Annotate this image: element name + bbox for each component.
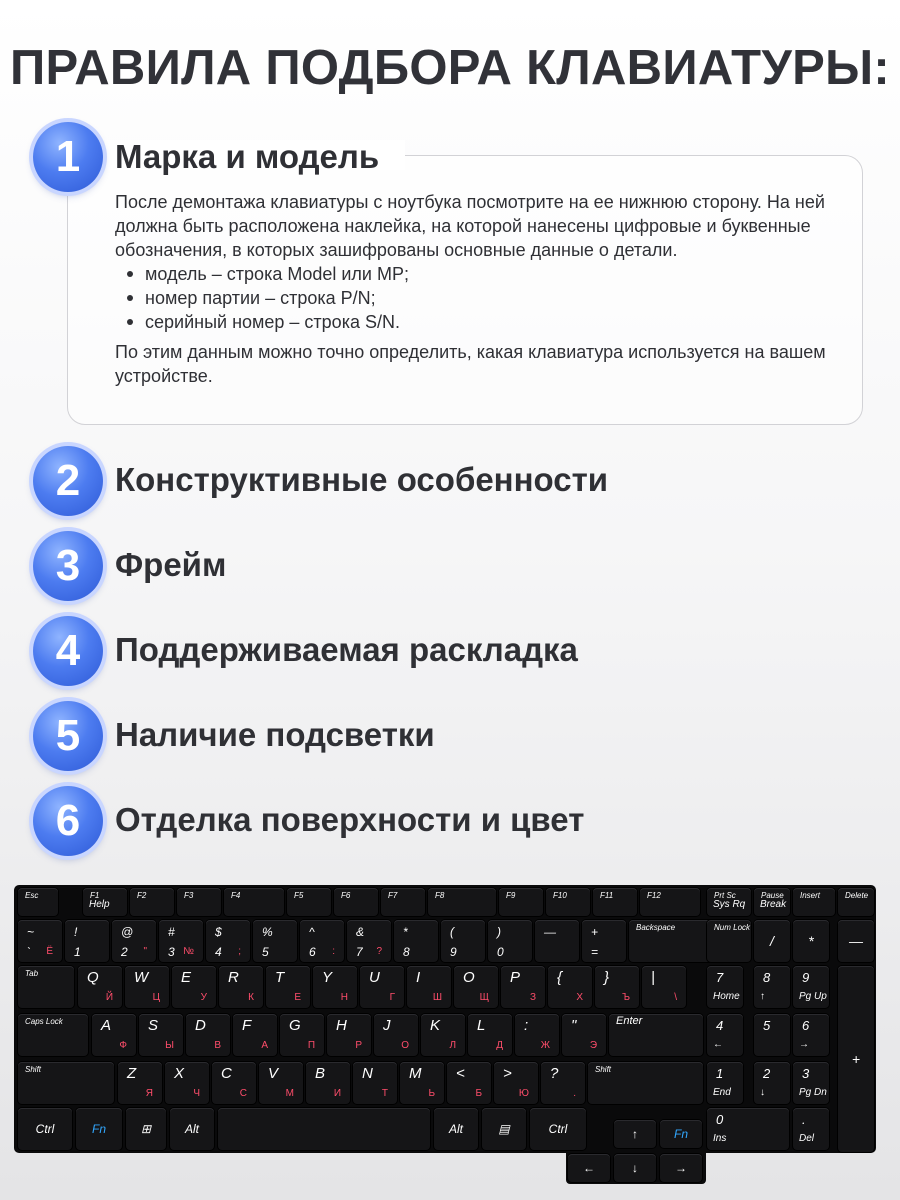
card-intro: После демонтажа клавиатуры с ноутбука посмотрите на ее нижнюю сторону. На ней должна быть расположена наклейка, на которой нанесены цифровые и буквенные обозначения, в которых зашифрованы основные данные о детали. — [115, 192, 825, 260]
number-key — [112, 920, 156, 962]
key-latin-letter: G — [289, 1017, 301, 1034]
fn-key-label: Fn — [673, 1127, 688, 1141]
key-latin-letter: O — [463, 969, 475, 986]
fn-key — [838, 888, 874, 916]
numpad-sublabel: Del — [799, 1133, 815, 1144]
number-key — [206, 920, 250, 962]
key-top-symbol: ^ — [309, 925, 315, 939]
key-ru-letter: Г — [389, 992, 395, 1003]
numpad-digit: 4 — [716, 1018, 724, 1033]
fn-key — [499, 888, 543, 916]
fn-key-label: F1 — [90, 891, 100, 900]
numpad-key — [707, 966, 743, 1008]
numpad-digit: . — [802, 1112, 806, 1127]
key-latin-letter: A — [101, 1017, 112, 1034]
key-ru-letter: Щ — [479, 992, 489, 1003]
key-ru-letter: № — [183, 946, 194, 957]
key-ru-letter: Ё — [46, 946, 53, 957]
letter-key — [165, 1062, 209, 1104]
letter-key — [233, 1014, 277, 1056]
numpad-key — [754, 1062, 790, 1104]
key-latin-letter: < — [456, 1065, 465, 1082]
step-badge-4: 4 — [33, 616, 103, 686]
fn-key-label: F6 — [341, 891, 351, 900]
key-ru-letter: Ъ — [622, 992, 630, 1003]
key-latin-letter: C — [221, 1065, 232, 1082]
fn-key — [334, 888, 378, 916]
key-ru-letter: Ы — [165, 1040, 174, 1051]
fn-key — [287, 888, 331, 916]
key-ru-letter: Ш — [432, 992, 442, 1003]
fn-key-label: Insert — [800, 891, 821, 900]
letter-key — [642, 966, 686, 1008]
numpad-digit: 9 — [802, 970, 810, 985]
step-title-4: Поддерживаемая раскладка — [115, 631, 578, 668]
key-latin-letter: H — [336, 1017, 347, 1034]
shift-label: Shift — [595, 1065, 612, 1074]
key-number: 9 — [450, 945, 457, 959]
letter-key — [118, 1062, 162, 1104]
key-ru-letter: И — [333, 1088, 341, 1099]
key-latin-letter: I — [416, 969, 421, 986]
letter-key — [501, 966, 545, 1008]
fn-key-sublabel: Help — [89, 899, 110, 910]
letter-key — [515, 1014, 559, 1056]
letter-key — [327, 1014, 371, 1056]
left-shift-key — [18, 1062, 114, 1104]
fn-key — [754, 888, 790, 916]
key-latin-letter: U — [369, 969, 380, 986]
key-ru-letter: ? — [376, 946, 382, 957]
enter-key — [609, 1014, 703, 1056]
num-lock-key — [707, 920, 751, 962]
key-ru-letter: П — [307, 1040, 315, 1051]
fn-key — [130, 888, 174, 916]
key-top-symbol: & — [356, 925, 365, 939]
card-bullet: модель – строка Model или MP; — [115, 262, 850, 286]
key-top-symbol: ~ — [27, 925, 35, 939]
key-top-symbol: * — [403, 925, 408, 939]
numpad-digit: 6 — [802, 1018, 810, 1033]
key-number: 0 — [497, 945, 504, 959]
letter-key — [360, 966, 404, 1008]
fn-key — [224, 888, 284, 916]
key-ru-letter: А — [261, 1040, 268, 1051]
key-number: = — [591, 945, 599, 959]
key-latin-letter: J — [383, 1017, 391, 1034]
numpad-digit: 7 — [716, 970, 724, 985]
alt-key-label: Alt — [184, 1122, 199, 1136]
key-ru-letter: ; — [238, 946, 241, 957]
letter-key — [259, 1062, 303, 1104]
numpad-key — [707, 1014, 743, 1056]
letter-key — [548, 966, 592, 1008]
key-ru-letter: У — [200, 992, 207, 1003]
letter-key — [266, 966, 310, 1008]
tab-key — [18, 966, 74, 1008]
letter-key — [447, 1062, 491, 1104]
windows-key — [126, 1108, 166, 1150]
fn-key — [546, 888, 590, 916]
fn-key — [76, 1108, 122, 1150]
letter-key — [562, 1014, 606, 1056]
number-key — [18, 920, 62, 962]
key-latin-letter: : — [524, 1017, 529, 1034]
key-top-symbol: ( — [450, 925, 454, 939]
card-bullet: номер партии – строка P/N; — [115, 286, 850, 310]
letter-key — [454, 966, 498, 1008]
tab-label: Tab — [25, 969, 39, 978]
number-key — [347, 920, 391, 962]
key-latin-letter: S — [148, 1017, 159, 1034]
key-ru-letter: З — [529, 992, 536, 1003]
number-key — [65, 920, 109, 962]
letter-key — [186, 1014, 230, 1056]
menu-key — [482, 1108, 526, 1150]
number-key — [253, 920, 297, 962]
number-key — [488, 920, 532, 962]
arrow-down-key — [614, 1154, 656, 1182]
key-ru-letter: Ю — [518, 1088, 529, 1099]
step-title-6: Отделка поверхности и цвет — [115, 801, 585, 838]
numpad-sublabel: Ins — [713, 1133, 727, 1144]
fn-key-label: F4 — [231, 891, 241, 900]
key-ru-letter: Я — [145, 1088, 153, 1099]
key-ru-letter: \ — [674, 992, 677, 1003]
numpad-operator-key — [838, 920, 874, 962]
key-top-symbol: — — [544, 925, 556, 939]
key-number: 7 — [356, 945, 363, 959]
step-badge-2: 2 — [33, 446, 103, 516]
key-latin-letter: } — [604, 969, 610, 986]
numpad-operator-key — [754, 920, 790, 962]
ctrl-key-label: Ctrl — [548, 1122, 568, 1136]
numpad-key — [793, 966, 829, 1008]
numpad-operator-key — [793, 920, 829, 962]
key-number: 4 — [215, 945, 222, 959]
fn-key-label: F9 — [506, 891, 516, 900]
right-shift-key — [588, 1062, 703, 1104]
fn-key — [793, 888, 835, 916]
fn-key — [83, 888, 127, 916]
numpad-digit: 5 — [763, 1018, 771, 1033]
key-number: 6 — [309, 945, 316, 959]
key-top-symbol: + — [591, 925, 599, 939]
numpad-sublabel: Pg Up — [799, 991, 827, 1002]
key-latin-letter: W — [134, 969, 149, 986]
fn-key — [18, 888, 58, 916]
backspace-key — [629, 920, 713, 962]
enter-label: Enter — [616, 1015, 643, 1027]
step-title-3: Фрейм — [115, 546, 227, 583]
ctrl-key — [18, 1108, 72, 1150]
key-ru-letter: Б — [475, 1088, 482, 1099]
key-latin-letter: V — [268, 1065, 279, 1082]
key-ru-letter: Й — [105, 992, 113, 1003]
key-latin-letter: > — [503, 1065, 512, 1082]
key-number: 3 — [168, 945, 175, 959]
numpad-key — [707, 1062, 743, 1104]
fn-key-label: F10 — [553, 891, 567, 900]
caps-lock-key — [18, 1014, 88, 1056]
key-latin-letter: Q — [87, 969, 99, 986]
card-outro: По этим данным можно точно определить, какая клавиатура используется на вашем устройстве. — [115, 342, 826, 386]
numpad-key — [754, 1014, 790, 1056]
fn-key — [660, 1120, 702, 1148]
key-ru-letter: Э — [589, 1040, 597, 1051]
numpad-key — [754, 966, 790, 1008]
caps-lock-label: Caps Lock — [25, 1017, 63, 1026]
key-ru-letter: Д — [496, 1040, 503, 1051]
key-ru-letter: О — [401, 1040, 409, 1051]
step-badge-5: 5 — [33, 701, 103, 771]
ctrl-key — [530, 1108, 586, 1150]
numpad-operator-key — [838, 966, 874, 1152]
numpad-sublabel: Home — [713, 991, 740, 1002]
key-top-symbol: ) — [497, 925, 501, 939]
numpad-digit: 3 — [802, 1066, 810, 1081]
key-top-symbol: # — [168, 925, 175, 939]
key-ru-letter: С — [239, 1088, 247, 1099]
numpad-sublabel: ↑ — [760, 991, 765, 1002]
key-ru-letter: М — [285, 1088, 294, 1099]
key-ru-letter: Х — [576, 992, 583, 1003]
key-ru-letter: Ф — [119, 1040, 127, 1051]
space-key — [218, 1108, 430, 1150]
card-body — [115, 190, 850, 388]
fn-key-label: F2 — [137, 891, 147, 900]
numpad-sublabel: Pg Dn — [799, 1087, 827, 1098]
arrow-down-icon: ↓ — [632, 1161, 638, 1175]
numpad-key — [793, 1108, 829, 1150]
key-ru-letter: Ц — [152, 992, 160, 1003]
key-ru-letter: Ь — [428, 1088, 435, 1099]
letter-key — [212, 1062, 256, 1104]
arrow-up-key — [614, 1120, 656, 1148]
arrow-right-icon: → — [675, 1161, 687, 1175]
key-latin-letter: K — [430, 1017, 441, 1034]
letter-key — [400, 1062, 444, 1104]
alt-key — [170, 1108, 214, 1150]
step-badge-3: 3 — [33, 531, 103, 601]
page-title: ПРАВИЛА ПОДБОРА КЛАВИАТУРЫ: — [10, 41, 890, 95]
key-ru-letter: В — [214, 1040, 221, 1051]
fn-key-label: Pause — [761, 891, 784, 900]
key-ru-letter: Ж — [540, 1040, 550, 1051]
key-latin-letter: Y — [322, 969, 333, 986]
key-latin-letter: { — [557, 969, 563, 986]
fn-key-label: F8 — [435, 891, 445, 900]
shift-label: Shift — [25, 1065, 42, 1074]
step-title-2: Конструктивные особенности — [115, 461, 609, 498]
key-ru-letter: Т — [381, 1088, 388, 1099]
step-badge-1: 1 — [33, 122, 103, 192]
card-bullet: серийный номер – строка S/N. — [115, 310, 850, 334]
letter-key — [280, 1014, 324, 1056]
key-ru-letter: К — [248, 992, 254, 1003]
fn-key — [593, 888, 637, 916]
key-latin-letter: E — [181, 969, 192, 986]
key-ru-letter: Ч — [193, 1088, 200, 1099]
letter-key — [92, 1014, 136, 1056]
numpad-operator-label: + — [851, 1051, 861, 1067]
key-latin-letter: N — [362, 1065, 373, 1082]
letter-key — [313, 966, 357, 1008]
fn-key-sublabel: Sys Rq — [713, 899, 746, 910]
numpad-digit: 1 — [716, 1066, 724, 1081]
numpad-operator-label: / — [770, 933, 774, 949]
key-ru-letter: Л — [449, 1040, 456, 1051]
key-top-symbol: $ — [215, 925, 222, 939]
letter-key — [407, 966, 451, 1008]
numpad-key — [793, 1014, 829, 1056]
key-latin-letter: Z — [127, 1065, 137, 1082]
key-latin-letter: M — [409, 1065, 422, 1082]
windows-key-label: ⊞ — [140, 1122, 152, 1136]
letter-key — [172, 966, 216, 1008]
letter-key — [374, 1014, 418, 1056]
number-key — [582, 920, 626, 962]
letter-key — [139, 1014, 183, 1056]
step-title-1: Марка и модель — [115, 138, 380, 175]
key-number: 5 — [262, 945, 269, 959]
menu-key-label: ▤ — [498, 1122, 510, 1136]
arrow-left-key — [568, 1154, 610, 1182]
key-number: 2 — [121, 945, 128, 959]
arrow-left-icon: ← — [583, 1161, 595, 1175]
numpad-key — [707, 1108, 789, 1150]
fn-key-label: F3 — [184, 891, 194, 900]
ctrl-key-label: Ctrl — [35, 1122, 55, 1136]
numpad-sublabel: End — [713, 1087, 731, 1098]
fn-key — [707, 888, 751, 916]
number-key — [159, 920, 203, 962]
letter-key — [541, 1062, 585, 1104]
key-ru-letter: " — [143, 946, 147, 957]
fn-key — [428, 888, 496, 916]
letter-key — [468, 1014, 512, 1056]
card-bullet-list — [115, 262, 850, 334]
key-latin-letter: ? — [550, 1065, 559, 1082]
letter-key — [494, 1062, 538, 1104]
letter-key — [125, 966, 169, 1008]
backspace-label: Backspace — [636, 923, 676, 932]
fn-key-label: F7 — [388, 891, 398, 900]
fn-key — [640, 888, 700, 916]
letter-key — [595, 966, 639, 1008]
numpad-operator-label: — — [849, 933, 863, 949]
key-ru-letter: Н — [340, 992, 348, 1003]
key-latin-letter: T — [275, 969, 285, 986]
key-latin-letter: D — [195, 1017, 206, 1034]
key-ru-letter: . — [573, 1088, 576, 1099]
number-key — [300, 920, 344, 962]
number-key — [441, 920, 485, 962]
key-ru-letter: : — [332, 946, 335, 957]
numpad-digit: 8 — [763, 970, 771, 985]
fn-key — [177, 888, 221, 916]
key-latin-letter: P — [510, 969, 521, 986]
letter-key — [78, 966, 122, 1008]
arrow-up-icon: ↑ — [632, 1127, 638, 1141]
key-number: 1 — [74, 945, 81, 959]
numpad-digit: 0 — [716, 1112, 724, 1127]
key-latin-letter: L — [477, 1017, 486, 1034]
arrow-right-key — [660, 1154, 702, 1182]
number-key — [394, 920, 438, 962]
fn-key-sublabel: Break — [760, 899, 787, 910]
fn-key-label: Prt Sc — [714, 891, 736, 900]
key-number: ` — [27, 945, 31, 959]
alt-key — [434, 1108, 478, 1150]
numpad-digit: 2 — [763, 1066, 771, 1081]
key-ru-letter: Е — [294, 992, 301, 1003]
number-key — [535, 920, 579, 962]
key-latin-letter: F — [242, 1017, 252, 1034]
numpad-sublabel: ← — [713, 1039, 723, 1050]
key-latin-letter: " — [571, 1017, 577, 1034]
key-top-symbol: @ — [121, 925, 134, 939]
key-top-symbol: ! — [74, 925, 78, 939]
numpad-sublabel: → — [799, 1039, 809, 1050]
key-latin-letter: | — [651, 969, 655, 986]
fn-key-label: F5 — [294, 891, 304, 900]
alt-key-label: Alt — [448, 1122, 463, 1136]
fn-key-label: Fn — [91, 1122, 106, 1136]
key-ru-letter: Р — [355, 1040, 362, 1051]
letter-key — [353, 1062, 397, 1104]
letter-key — [219, 966, 263, 1008]
letter-key — [306, 1062, 350, 1104]
key-latin-letter: X — [174, 1065, 185, 1082]
key-latin-letter: B — [315, 1065, 326, 1082]
fn-key — [381, 888, 425, 916]
step-title-5: Наличие подсветки — [115, 716, 435, 753]
fn-key-label: F12 — [647, 891, 661, 900]
numpad-operator-label: * — [808, 933, 814, 949]
numpad-key — [793, 1062, 829, 1104]
letter-key — [421, 1014, 465, 1056]
key-top-symbol: % — [262, 925, 273, 939]
numpad-sublabel: ↓ — [760, 1087, 765, 1098]
fn-key-label: Esc — [25, 891, 39, 900]
fn-key-label: F11 — [600, 891, 614, 900]
key-number: 8 — [403, 945, 410, 959]
step-badge-6: 6 — [33, 786, 103, 856]
fn-key-label: Delete — [845, 891, 869, 900]
num-lock-label: Num Lock — [714, 923, 751, 932]
key-latin-letter: R — [228, 969, 239, 986]
